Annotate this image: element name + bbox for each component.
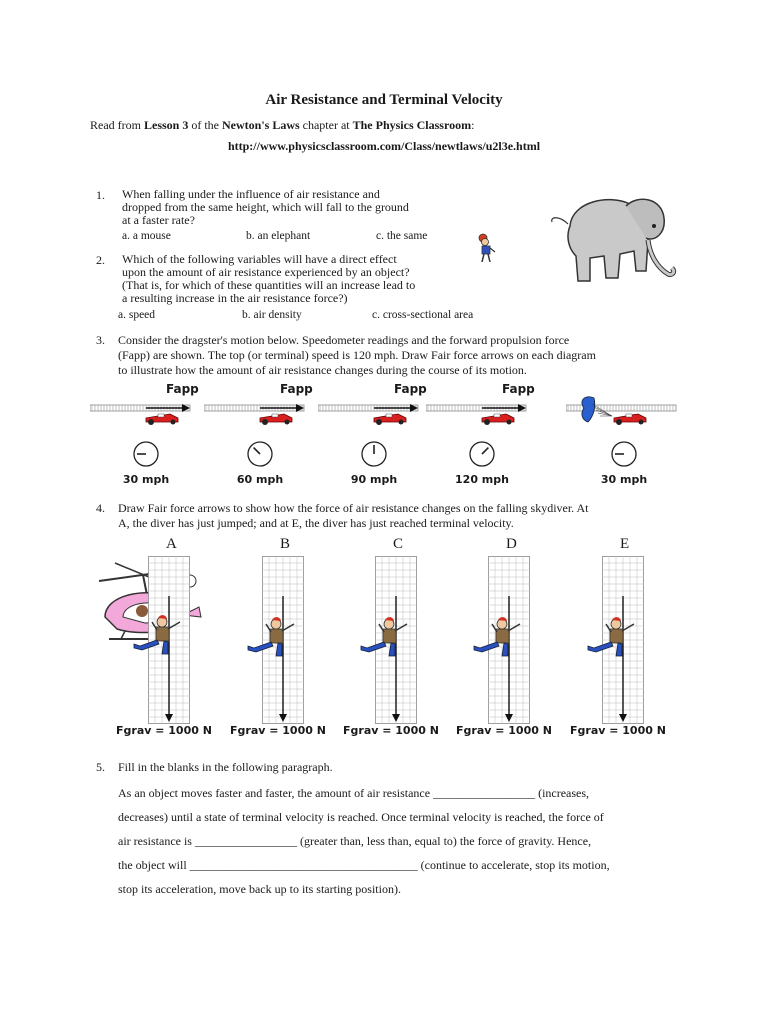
fgrav-label: Fgrav = 1000 N bbox=[456, 724, 552, 737]
page-title: Air Resistance and Terminal Velocity bbox=[265, 92, 503, 108]
fgrav-label: Fgrav = 1000 N bbox=[230, 724, 326, 737]
speed-label: 30 mph bbox=[600, 473, 648, 486]
q2-line: upon the amount of air resistance experienced by an object? bbox=[122, 265, 410, 279]
q2-number: 2. bbox=[96, 253, 105, 267]
speed-label: 120 mph bbox=[455, 473, 509, 486]
dragster-panel bbox=[318, 380, 430, 490]
dragster-panel bbox=[566, 380, 678, 490]
fgrav-label: Fgrav = 1000 N bbox=[116, 724, 212, 737]
fapp-label: Fapp bbox=[502, 382, 535, 396]
q4-number: 4. bbox=[96, 501, 105, 515]
skydiver-icon bbox=[128, 614, 188, 662]
q3-line: to illustrate how the amount of air resistance changes during the course of its motion. bbox=[118, 363, 527, 377]
fapp-label: Fapp bbox=[166, 382, 199, 396]
speedometer-icon bbox=[130, 438, 162, 468]
q1-text bbox=[122, 188, 409, 227]
q1-line: When falling under the influence of air resistance and bbox=[122, 187, 380, 201]
panel-letter: C bbox=[393, 536, 404, 552]
q2-line: Which of the following variables will have a direct effect bbox=[122, 252, 397, 266]
fgrav-label: Fgrav = 1000 N bbox=[343, 724, 439, 737]
q1-line: dropped from the same height, which will fall to the ground bbox=[122, 200, 409, 214]
q2-option-a[interactable]: a. speed bbox=[118, 309, 156, 321]
speedometer-icon bbox=[466, 438, 498, 468]
intro-of-the: of the bbox=[188, 118, 222, 132]
q2-option-b[interactable]: b. air density bbox=[242, 309, 302, 321]
fgrav-label: Fgrav = 1000 N bbox=[570, 724, 666, 737]
q3-line: Consider the dragster's motion below. Speedometer readings and the forward propulsion force bbox=[118, 333, 570, 347]
q1-line: at a faster rate? bbox=[122, 213, 195, 227]
panel-letter: E bbox=[620, 536, 630, 552]
intro-read-from: Read from bbox=[90, 118, 144, 132]
elephant-icon bbox=[550, 186, 680, 296]
skydiver-icon bbox=[468, 616, 528, 664]
q5-intro: Fill in the blanks in the following paragraph. bbox=[118, 760, 333, 774]
intro-colon: : bbox=[471, 118, 475, 132]
dragster-panel bbox=[90, 380, 202, 490]
intro-line bbox=[90, 118, 474, 133]
intro-chapter-at: chapter at bbox=[299, 118, 353, 132]
q5-line: stop its acceleration, move back up to its starting position). bbox=[118, 882, 401, 896]
q4-text bbox=[118, 501, 589, 531]
q4-line: A, the diver has just jumped; and at E, the diver has just reached terminal velocity. bbox=[118, 516, 514, 530]
skydiver-panel bbox=[456, 536, 572, 746]
dragster-panel bbox=[426, 380, 538, 490]
q4-line: Draw Fair force arrows to show how the force of air resistance changes on the falling skydiver. At bbox=[118, 501, 589, 515]
q1-option-b[interactable]: b. an elephant bbox=[246, 230, 311, 242]
q5-line: the object will ______________________________________ (continue to accelerate, stop its motion, bbox=[118, 858, 610, 872]
skydiver-icon bbox=[355, 616, 415, 664]
q3-number: 3. bbox=[96, 333, 105, 347]
q5-paragraph bbox=[118, 781, 678, 901]
speedometer-icon bbox=[244, 438, 276, 468]
skydiver-icon bbox=[242, 616, 302, 664]
q2-option-c[interactable]: c. cross-sectional area bbox=[372, 309, 474, 321]
panel-letter: A bbox=[166, 536, 177, 552]
speedometer-icon bbox=[358, 438, 390, 468]
skydiver-icon bbox=[582, 616, 642, 664]
mouse-icon bbox=[474, 232, 498, 264]
q2-line: (That is, for which of these quantities will an increase lead to bbox=[122, 278, 416, 292]
speed-label: 30 mph bbox=[122, 473, 170, 486]
q5-number: 5. bbox=[96, 760, 105, 774]
q1-option-c[interactable]: c. the same bbox=[376, 230, 428, 242]
fapp-label: Fapp bbox=[280, 382, 313, 396]
q3-line: (Fapp) are shown. The top (or terminal) speed is 120 mph. Draw Fair force arrows on each diagram bbox=[118, 348, 596, 362]
panel-letter: B bbox=[280, 536, 291, 552]
dragster-panel bbox=[204, 380, 316, 490]
q1-number: 1. bbox=[96, 188, 105, 202]
skydiver-panel bbox=[116, 536, 232, 746]
fapp-label: Fapp bbox=[394, 382, 427, 396]
skydiver-panel bbox=[570, 536, 686, 746]
skydiver-panel bbox=[230, 536, 346, 746]
q5-line: As an object moves faster and faster, the amount of air resistance _________________ (increases, bbox=[118, 786, 590, 800]
q2-text bbox=[122, 253, 415, 305]
q2-line: a resulting increase in the air resistance force?) bbox=[122, 291, 348, 305]
skydiver-panel bbox=[343, 536, 459, 746]
speedometer-icon bbox=[608, 438, 640, 468]
q1-option-a[interactable]: a. a mouse bbox=[122, 230, 171, 242]
q5-line: decreases) until a state of terminal velocity is reached. Once terminal velocity is reached, the force of bbox=[118, 810, 604, 824]
panel-letter: D bbox=[506, 536, 517, 552]
intro-chapter: Newton's Laws bbox=[221, 118, 300, 132]
q5-line: air resistance is _________________ (greater than, less than, equal to) the force of gravity. Hence, bbox=[118, 834, 592, 848]
speed-label: 90 mph bbox=[350, 473, 398, 486]
intro-site: The Physics Classroom bbox=[352, 118, 472, 132]
intro-lesson: Lesson 3 bbox=[143, 118, 189, 132]
q3-text bbox=[118, 333, 596, 378]
lesson-url-link[interactable]: http://www.physicsclassroom.com/Class/newtlaws/u2l3e.html bbox=[227, 139, 541, 153]
speed-label: 60 mph bbox=[236, 473, 284, 486]
